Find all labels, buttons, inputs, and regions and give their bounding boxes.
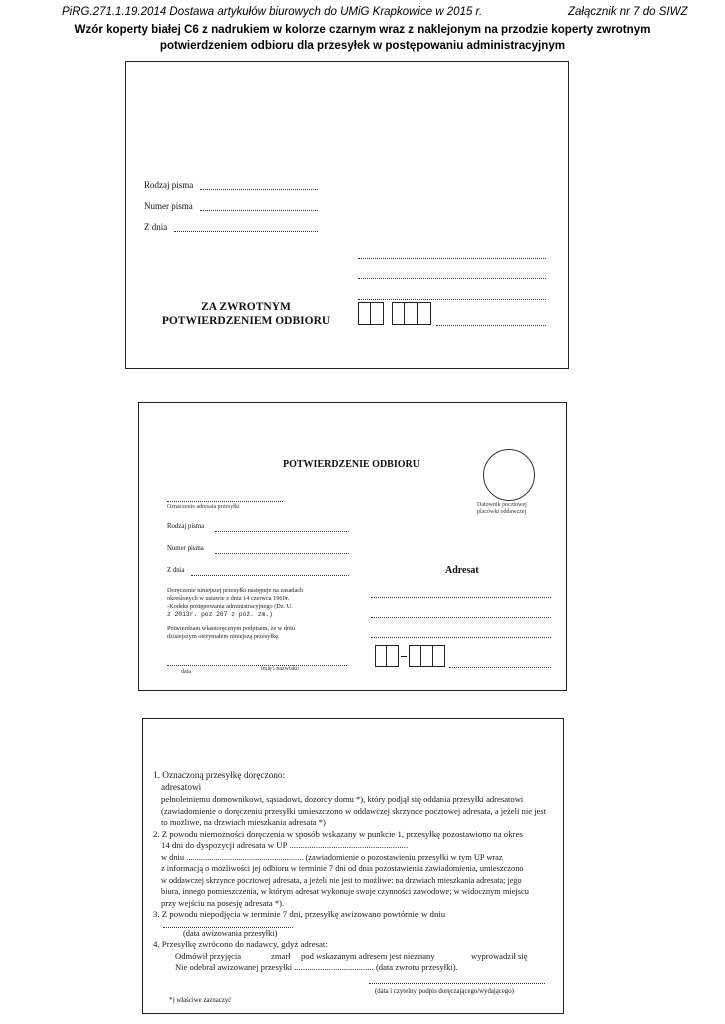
postal-code-box-a — [358, 302, 384, 325]
envelope-front — [125, 61, 569, 369]
receipt-postal-box-b — [409, 645, 445, 667]
option-moved: wyprowadził się — [471, 950, 528, 961]
envelope-rodzaj-line — [200, 189, 318, 190]
header-reference: PiRG.271.1.19.2014 Dostawa artykułów biurowych do UMiG Krapkowice w 2015 r. — [62, 6, 483, 18]
envelope-numer-label: Numer pisma — [144, 201, 193, 211]
postmark-circle — [483, 449, 535, 501]
recipient-address-line-2 — [371, 617, 551, 618]
document-title — [0, 22, 725, 54]
back-item-1-adult: pełnoletniemu domownikowi, sąsiadowi, dozorcy domu *), który podjął się oddania przesyłki adresatowi — [161, 794, 524, 804]
postmark-label-2: placówki oddawczej — [477, 509, 527, 515]
signature-note-line-2: dzisiejszym otrzymałem niniejszą przesyłkę. — [167, 633, 280, 640]
envelope-numer-line — [200, 210, 318, 211]
envelope-heading-line-1: ZA ZWROTNYM — [201, 301, 291, 313]
document-header — [0, 6, 725, 22]
envelope-heading-line-2: POTWIERDZENIEM ODBIORU — [161, 315, 331, 327]
address-line-3 — [358, 299, 546, 300]
back-item-1-note-b: to możliwe, na drzwiach mieszkania adresata *) — [161, 817, 326, 827]
option-unknown: pod wskazanym adresem jest nieznany — [301, 950, 435, 961]
postmark-label-1: Datownik pocztowej — [477, 502, 527, 508]
back-item-2-e: w oddawczej skrzynce pocztowej adresata, a jeżeli nie jest to możliwe: na drzwiach mieszkania adresata; jego — [161, 875, 522, 885]
title-line-1: Wzór koperty białej C6 z nadrukiem w kolorze czarnym wraz z naklejonym na przodzie koperty zwrotnym — [74, 23, 651, 36]
title-line-2: potwierdzeniem odbioru dla przesyłek w postępowaniu administracyjnym — [159, 39, 566, 52]
back-item-1-addressee: adresatowi — [161, 782, 202, 793]
back-item-1-note-a: (zawiadomienie o doręczeniu przesyłki umieszczono w oddawczej skrzynce pocztowej adresata, a jeżeli nie jest — [161, 805, 547, 816]
back-item-2-c: w dniu ........................................................ (zawiadomienie o pozostawieniu przesyłki w tym UP wraz — [161, 852, 503, 862]
header-attachment: Załącznik nr 7 do SIWZ — [568, 6, 688, 18]
legal-note-line-1: Doręczenie niniejszej przesyłki następuje na zasadach — [167, 587, 304, 594]
signature-note — [167, 625, 295, 641]
address-line-2 — [358, 278, 546, 279]
postal-code-box-b — [392, 302, 431, 325]
date-caption: data — [181, 669, 191, 675]
envelope-rodzaj-label: Rodzaj pisma — [144, 180, 194, 190]
receipt-rodzaj-line — [215, 531, 349, 532]
back-item-4-not-collected: Nie odebrał awizowanej przesyłki ..................................... (data zwrotu przesyłki). — [175, 961, 458, 972]
legal-note-line-3: -Kodeks postępowania administracyjnego (Dz. U. — [167, 603, 293, 610]
recipient-address-line-3 — [371, 637, 551, 638]
receipt-card — [138, 402, 567, 691]
receipt-postal-box-a — [375, 645, 399, 667]
receipt-zdnia-label: Z dnia — [167, 567, 185, 574]
back-item-1: 1. Oznaczoną przesyłkę doręczono: — [153, 771, 286, 781]
addressee-mark-label: Oznaczenie adresata przesyłki — [167, 504, 240, 510]
receipt-title: POTWIERDZENIE ODBIORU — [283, 459, 420, 470]
name-caption: imię i nazwisko — [261, 666, 299, 672]
back-item-4-options — [153, 951, 559, 962]
envelope-zdnia-label: Z dnia — [144, 222, 168, 232]
address-line-1 — [358, 258, 546, 259]
receipt-zdnia-line — [191, 575, 349, 576]
back-item-2-g: przy wejściu na posesję adresata *). — [161, 897, 285, 908]
back-text-block — [153, 771, 559, 973]
legal-note-line-4: z 2013r. poz 267 z póź. zm.) — [167, 611, 273, 618]
back-item-3: 3. Z powodu niepodjęcia w terminie 7 dni, przesyłkę awizowano powtórnie w dniu — [153, 909, 446, 919]
recipient-address-line-1 — [371, 597, 551, 598]
envelope-heading — [146, 300, 346, 328]
back-item-4: 4. Przesyłkę zwrócono do nadawcy, gdyż adresat: — [153, 939, 328, 949]
back-item-2-b: 14 dni do dyspozycji adresata w UP ...................................................... — [161, 840, 409, 850]
receipt-rodzaj-label: Rodzaj pisma — [167, 523, 205, 530]
option-refused: Odmówił przyjęcia — [175, 950, 242, 961]
back-item-3-caption: (data awizowania przesyłki) — [183, 928, 278, 938]
legal-note — [167, 587, 357, 619]
courier-signature-caption: (data i czytelny podpis doręczającego/wydającego) — [375, 988, 514, 995]
city-line — [436, 325, 546, 326]
footnote: *) właściwe zaznaczyć — [169, 997, 232, 1004]
back-item-3-line — [163, 927, 293, 928]
legal-note-line-2: określonych w ustawie z dnia 14 czerwca 1960r. — [167, 595, 290, 602]
receipt-numer-line — [215, 553, 349, 554]
receipt-back — [142, 718, 564, 1014]
postal-code-dash — [401, 656, 407, 657]
receipt-numer-label: Numer pisma — [167, 545, 204, 552]
signature-line — [167, 665, 347, 666]
back-item-2: 2. Z powodu niemożności doręczenia w sposób wskazany w punkcie 1, przesyłkę pozostawiono na okres — [153, 828, 523, 839]
addressee-heading: Adresat — [445, 565, 479, 576]
back-item-2-d: z informacją o możliwości jej odbioru w terminie 7 dni od dnia pozostawienia zawiadomienia, umieszczono — [161, 864, 524, 873]
receipt-city-line — [449, 667, 551, 668]
courier-signature-line — [369, 983, 545, 984]
envelope-zdnia-line — [174, 231, 318, 232]
signature-note-line-1: Potwierdzam własnoręcznym podpisem, że w dniu — [167, 625, 296, 632]
addressee-mark-line — [167, 501, 283, 502]
option-died: zmarł — [271, 950, 291, 961]
back-item-2-f: biura, innego pomieszczenia, w którym adresat wykonuje swoje czynności zawodowe; w widocznym miejscu — [161, 887, 529, 896]
